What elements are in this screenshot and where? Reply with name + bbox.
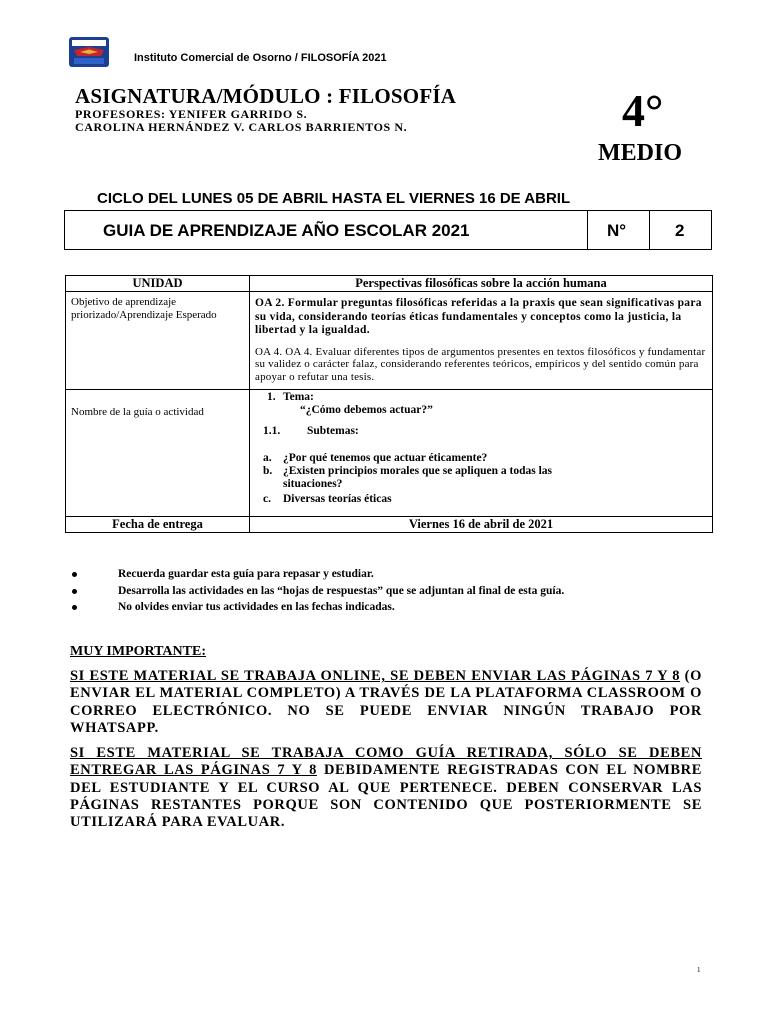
guide-title: GUIA DE APRENDIZAJE AÑO ESCOLAR 2021 (103, 221, 470, 240)
guide-number-label: N° (607, 221, 627, 240)
topic-value: “¿Cómo debemos actuar?” (300, 404, 433, 416)
teachers-line-1: PROFESORES: YENIFER GARRIDO S. (75, 107, 308, 121)
objective-oa2: OA 2. Formular preguntas filosóficas referidas a la praxis que sean significativas para su vida, considerando teorías éticas fundamentales y conceptos como la justicia, la libertad y la igualdad. (255, 297, 702, 336)
unit-label: UNIDAD (66, 276, 250, 292)
online-rest: (O ENVIAR EL MATERIAL COMPLETO) A TRAVÉS DE LA PLATAFORMA CLASSROOM O CORREO ELECTRÓNICO. NO SE PUEDE ENVIAR NINGÚN TRABAJO POR WHATSAPP. (70, 668, 702, 736)
subtopic-a: ¿Por qué tenemos que actuar éticamente? (283, 452, 488, 464)
objective-label: Objetivo de aprendizaje priorizado/Aprendizaje Esperado (71, 296, 217, 321)
subtopic-a-mark: a. (263, 452, 272, 464)
subtopic-label: Subtemas: (307, 425, 359, 437)
date-value: Viernes 16 de abril de 2021 (250, 517, 713, 533)
subtopic-c: Diversas teorías éticas (283, 493, 392, 505)
teachers-line-2: CAROLINA HERNÁNDEZ V. CARLOS BARRIENTOS N. (75, 120, 408, 134)
list-item: No olvides enviar tus actividades en las fechas indicadas. (70, 599, 564, 616)
topic-number: 1. (267, 391, 276, 403)
grade-number: 4° (622, 85, 664, 136)
retirada-underlined-1: SI ESTE MATERIAL SE TRABAJA COMO GUÍA RETIRADA, SÓLO SE DEBEN (70, 745, 702, 761)
page-number: 1 (697, 966, 701, 974)
cycle-dates: CICLO DEL LUNES 05 DE ABRIL HASTA EL VIERNES 16 DE ABRIL (97, 190, 571, 207)
guide-box (64, 210, 712, 250)
institute-header: Instituto Comercial de Osorno / FILOSOFÍA 2021 (134, 52, 387, 64)
subject-title: ASIGNATURA/MÓDULO : FILOSOFÍA (75, 84, 457, 108)
subtopic-c-mark: c. (263, 493, 271, 505)
unit-table (65, 275, 713, 533)
important-paragraph-retirada (70, 745, 702, 831)
grade-word: MEDIO (598, 140, 682, 166)
reminder-list (70, 566, 564, 616)
list-item: Desarrolla las actividades en las “hojas de respuestas” que se adjuntan al final de esta guía. (70, 583, 564, 600)
guide-name-label: Nombre de la guía o actividad (71, 406, 204, 418)
date-label: Fecha de entrega (66, 517, 250, 533)
teachers (75, 108, 407, 134)
objective-oa4: OA 4. OA 4. Evaluar diferentes tipos de argumentos presentes en textos filosóficos y fundamentar su validez o carácter falaz, considerando referentes teóricos, empíricos y del sentido común para apoyar o refutar una tesis. (255, 345, 706, 383)
online-underlined: SI ESTE MATERIAL SE TRABAJA ONLINE, SE DEBEN ENVIAR LAS PÁGINAS 7 Y 8 (70, 668, 681, 684)
subtopic-b-mark: b. (263, 465, 273, 477)
subtopic-number: 1.1. (263, 425, 281, 437)
topic-label: Tema: (283, 391, 314, 403)
retirada-rest: DEBIDAMENTE REGISTRADAS CON EL NOMBRE DEL ESTUDIANTE Y EL CURSO AL QUE PERTENECE. DEBEN CONSERVAR LAS PÁGINAS RESTANTES PORQUE SON CONTENIDO QUE POSTERIORMENTE SE UTILIZARÁ PARA EVALUAR. (70, 762, 702, 831)
school-crest-icon (68, 36, 110, 68)
unit-value: Perspectivas filosóficas sobre la acción humana (250, 276, 713, 292)
subtopic-b: ¿Existen principios morales que se apliquen a todas las situaciones? (283, 465, 553, 490)
important-paragraph-online (70, 668, 702, 737)
guide-number: 2 (675, 221, 685, 240)
important-title: MUY IMPORTANTE: (70, 644, 206, 659)
list-item: Recuerda guardar esta guía para repasar y estudiar. (70, 566, 564, 583)
retirada-underlined-2: ENTREGAR LAS PÁGINAS 7 Y 8 (70, 762, 317, 779)
